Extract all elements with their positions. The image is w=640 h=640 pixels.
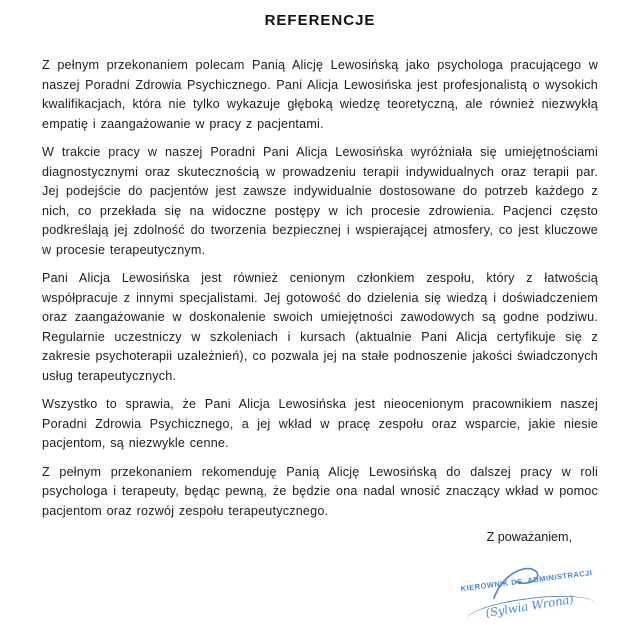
paragraph-recommendation: Z pełnym przekonaniem rekomenduję Panią Alicję Lewosińską do dalszej pracy w roli psychologa i terapeuty, będąc pewną, że będzie ona nadal wnosić znaczący wkład w pomoc pacjentom oraz rozwój zespołu terapeutycznego. [42, 464, 598, 518]
stamp-role-title: KIEROWNIK DS. ADMINISTRACJI [460, 568, 593, 594]
document-title: REFERENCJE [264, 12, 376, 29]
closing-salutation: Z poważaniem, [486, 530, 572, 544]
paragraph-team-member: Pani Alicja Lewosińska jest również cenionym członkiem zespołu, który z łatwością współpracuje z innymi specjalistami. Jej gotowość do dzielenia się wiedzą i doświadczeniem oraz zaangażowanie w doskonalenie swoich umiejętności zawodowych są godne podziwu. Regularnie uczestniczy w szkoleniach i kursach (aktualnie Pani Alicja certyfikuje się z zakresie psychoterapii uzależnień), co pozwala jej na stałe podnoszenie jakości świadczonych usług terapeutycznych. [42, 271, 598, 383]
signature-stamp [434, 565, 625, 640]
paragraph-introduction: Z pełnym przekonaniem polecam Panią Alicję Lewosińską jako psychologa pracującego w naszej Poradni Zdrowia Psychicznego. Pani Alicja Lewosińska jest profesjonalistą o wysokich kwalifikacjach, która nie tylko wykazuje głęboką wiedzę teoretyczną, ale również niezwykłą empatię i zaangażowanie w pracy z pacjentami. [42, 58, 598, 131]
paragraph-summary: Wszystko to sprawia, że Pani Alicja Lewosińska jest nieocenionym pracownikiem naszej Poradni Zdrowia Psychicznego, a jej wkład w pracę zespołu oraz wsparcie, jakie niesie pacjentom, są niezwykle cenne. [42, 397, 598, 450]
signature-name: (Sylwia Wrona) [484, 592, 575, 620]
paragraph-work-skills: W trakcie pracy w naszej Poradni Pani Alicja Lewosińska wyróżniała się umiejętnościami diagnostycznymi oraz skutecznością w prowadzeniu terapii indywidualnych oraz terapii par. Jej podejście do pacjentów jest zawsze indywidualnie dostosowane do potrzeb każdego z nich, co przekłada się na widoczne postępy w ich procesie zdrowienia. Pacjenci często podkreślają jej zdolność do tworzenia bezpiecznej i wspierającej atmosfery, co jest kluczowe w procesie terapeutycznym. [42, 145, 598, 257]
letter-body [42, 56, 598, 530]
